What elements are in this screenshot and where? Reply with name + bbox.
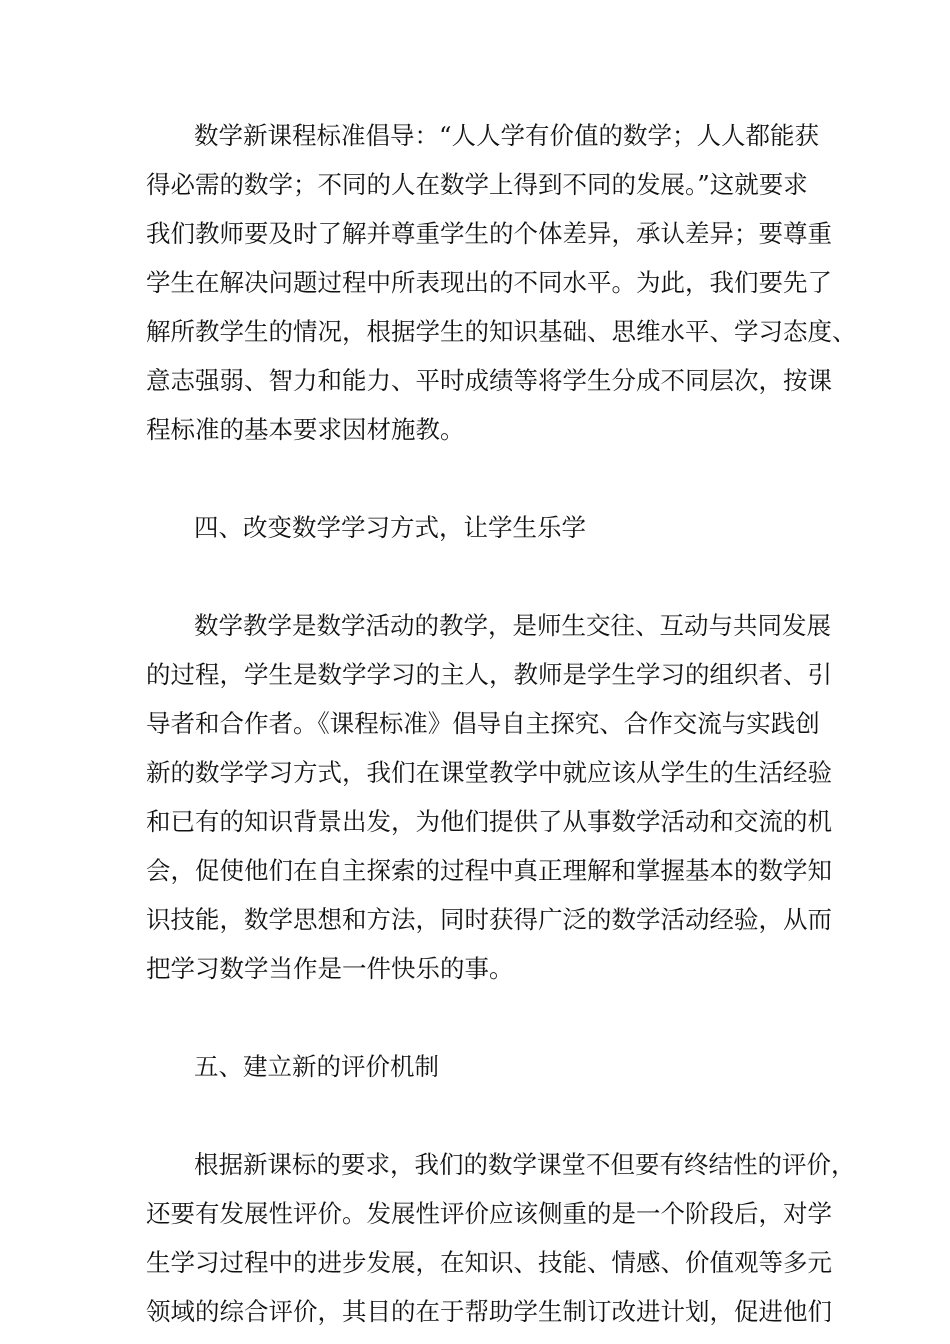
paragraph-2-line-3: 导者和合作者。《课程标准》倡导自主探究、合作交流与实践创 xyxy=(146,709,820,738)
paragraph-3-line-1: 根据新课标的要求，我们的数学课堂不但要有终结性的评价， xyxy=(194,1150,856,1179)
paragraph-1-line-6: 意志强弱、智力和能力、平时成绩等将学生分成不同层次，按课 xyxy=(146,366,832,395)
section-heading-4: 四、改变数学学习方式，让学生乐学 xyxy=(194,513,586,542)
paragraph-2-line-6: 会，促使他们在自主探索的过程中真正理解和掌握基本的数学知 xyxy=(146,856,832,885)
paragraph-2-line-7: 识技能，数学思想和方法，同时获得广泛的数学活动经验，从而 xyxy=(146,905,832,934)
paragraph-1-line-7: 程标准的基本要求因材施教。 xyxy=(146,415,465,444)
paragraph-gap xyxy=(146,552,836,601)
paragraph-1-line-2: 得必需的数学；不同的人在数学上得到不同的发展。”这就要求 xyxy=(146,170,808,199)
paragraph-2-line-1: 数学教学是数学活动的教学，是师生交往、互动与共同发展 xyxy=(194,611,831,640)
paragraph-2-line-5: 和已有的知识背景出发，为他们提供了从事数学活动和交流的机 xyxy=(146,807,832,836)
paragraph-gap xyxy=(146,993,836,1042)
paragraph-2-line-2: 的过程，学生是数学学习的主人，教师是学生学习的组织者、引 xyxy=(146,660,832,689)
section-heading-5: 五、建立新的评价机制 xyxy=(194,1052,439,1081)
paragraph-3-line-3: 生学习过程中的进步发展，在知识、技能、情感、价值观等多元 xyxy=(146,1248,832,1277)
paragraph-2-line-4: 新的数学学习方式，我们在课堂教学中就应该从学生的生活经验 xyxy=(146,758,832,787)
paragraph-1-line-5: 解所教学生的情况，根据学生的知识基础、思维水平、学习态度、 xyxy=(146,317,857,346)
document-body xyxy=(146,111,857,1336)
paragraph-1-line-3: 我们教师要及时了解并尊重学生的个体差异，承认差异；要尊重 xyxy=(146,219,832,248)
paragraph-2-line-8: 把学习数学当作是一件快乐的事。 xyxy=(146,954,514,983)
paragraph-3-line-2: 还要有发展性评价。发展性评价应该侧重的是一个阶段后，对学 xyxy=(146,1199,832,1228)
paragraph-gap xyxy=(146,454,836,503)
paragraph-gap xyxy=(146,1091,836,1140)
paragraph-3-line-4: 领域的综合评价，其目的在于帮助学生制订改进计划，促进他们 xyxy=(146,1297,832,1326)
paragraph-1-line-4: 学生在解决问题过程中所表现出的不同水平。为此，我们要先了 xyxy=(146,268,832,297)
paragraph-1-line-1: 数学新课程标准倡导：“人人学有价值的数学；人人都能获 xyxy=(194,121,820,150)
